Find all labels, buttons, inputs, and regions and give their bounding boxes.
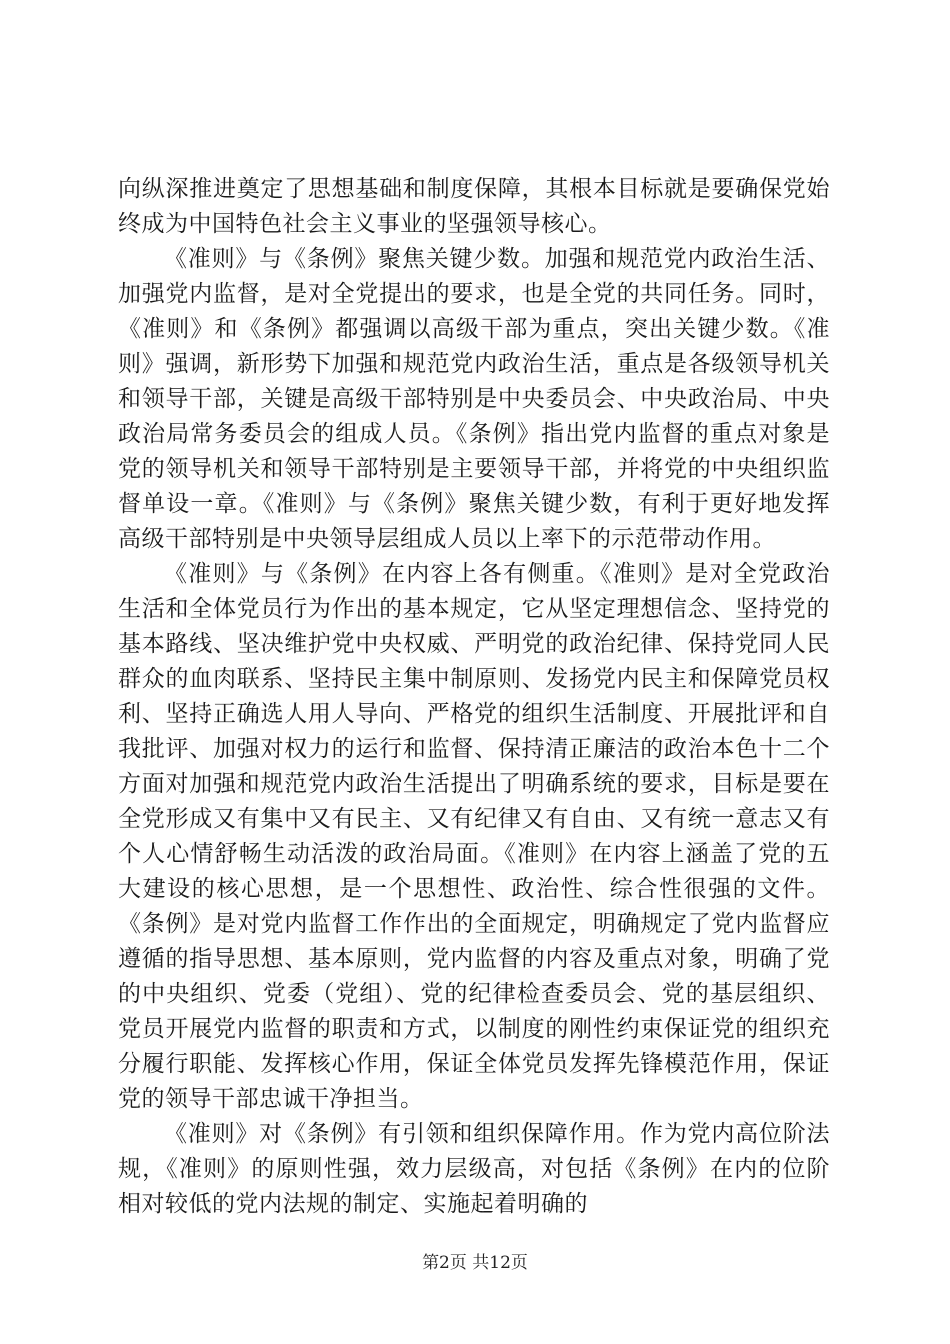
paragraph-guidance-role: 《准则》对《条例》有引领和组织保障作用。作为党内高位阶法规，《准则》的原则性强，效力层级高，对包括《条例》在内的位阶相对较低的党内法规的制定、实施起着明确的 [118,1121,830,1217]
paragraph-continuation: 向纵深推进奠定了思想基础和制度保障，其根本目标就是要确保党始终成为中国特色社会主义事业的坚强领导核心。 [118,176,830,237]
paragraph-content-emphasis: 《准则》与《条例》在内容上各有侧重。《准则》是对全党政治生活和全体党员行为作出的基本规定，它从坚定理想信念、坚持党的基本路线、坚决维护党中央权威、严明党的政治纪律、保持党同人民群众的血肉联系、坚持民主集中制原则、发扬党内民主和保障党员权利、坚持正确选人用人导向、严格党的组织生活制度、开展批评和自我批评、加强对权力的运行和监督、保持清正廉洁的政治本色十二个方面对加强和规范党内政治生活提出了明确系统的要求，目标是要在全党形成又有集中又有民主、又有纪律又有自由、又有统一意志又有个人心情舒畅生动活泼的政治局面。《准则》在内容上涵盖了党的五大建设的核心思想，是一个思想性、政治性、综合性很强的文件。《条例》是对党内监督工作作出的全面规定，明确规定了党内监督应遵循的指导思想、基本原则，党内监督的内容及重点对象，明确了党的中央组织、党委（党组）、党的纪律检查委员会、党的基层组织、党员开展党内监督的职责和方式，以制度的刚性约束保证党的组织充分履行职能、发挥核心作用，保证全体党员发挥先锋模范作用，保证党的领导干部忠诚干净担当。 [118,561,830,1112]
page-number-footer: 第2页 共12页 [422,1253,528,1273]
document-body [118,172,830,1222]
paragraph-focus-key-minority: 《准则》与《条例》聚焦关键少数。加强和规范党内政治生活、加强党内监督，是对全党提出的要求，也是全党的共同任务。同时，《准则》和《条例》都强调以高级干部为重点，突出关键少数。《准则》强调，新形势下加强和规范党内政治生活，重点是各级领导机关和领导干部，关键是高级干部特别是中央委员会、中央政治局、中央政治局常务委员会的组成人员。《条例》指出党内监督的重点对象是党的领导机关和领导干部特别是主要领导干部，并将党的中央组织监督单设一章。《准则》与《条例》聚焦关键少数，有利于更好地发挥高级干部特别是中央领导层组成人员以上率下的示范带动作用。 [118,246,830,552]
